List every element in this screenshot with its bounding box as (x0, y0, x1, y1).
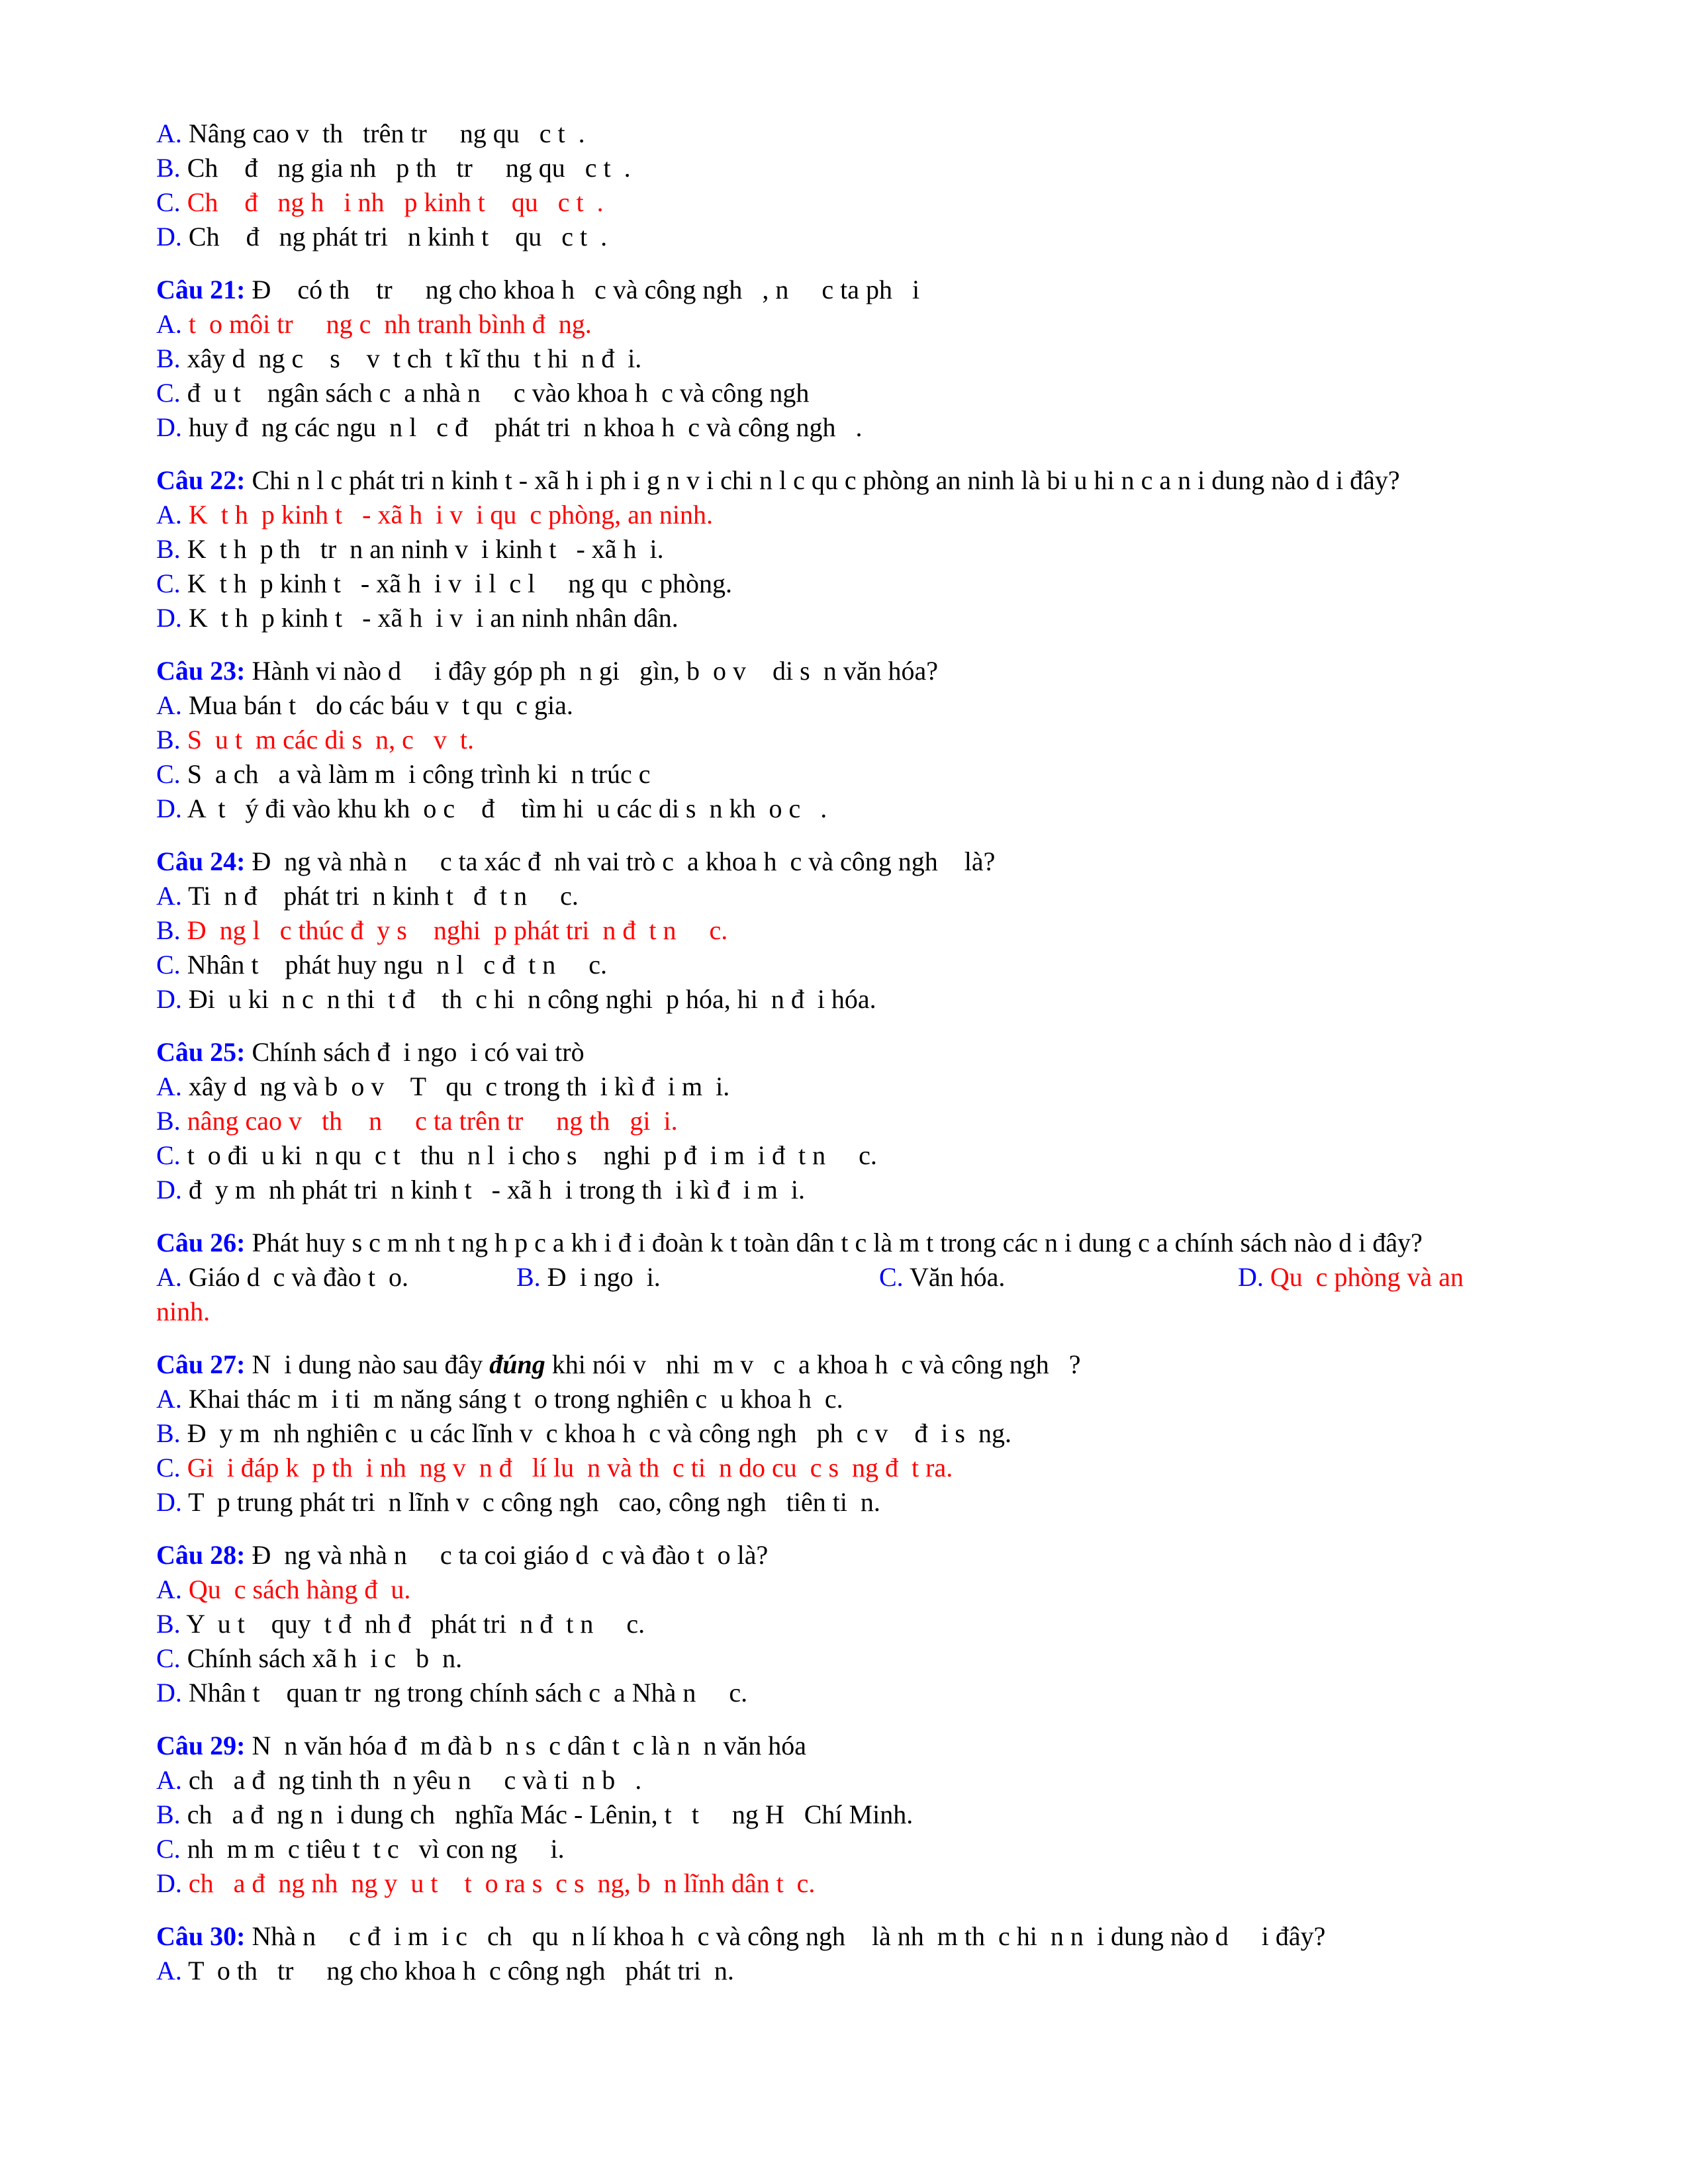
question-label: Câu 28: (156, 1540, 246, 1570)
option-letter: D. (156, 1868, 182, 1898)
option-b-correct (156, 723, 1560, 757)
option-text: ch a đ ng n i dung ch nghĩa Mác - Lênin, t t ng H Chí Minh. (187, 1799, 914, 1829)
question-text: Chính sách đ i ngo i có vai trò (252, 1037, 585, 1067)
option-text: K t h p th tr n an ninh v i kinh t - xã h i. (187, 534, 664, 564)
option-d (156, 601, 1560, 635)
option-letter: D. (156, 1678, 182, 1707)
option-text: Đi u ki n c n thi t đ th c hi n công nghi p hóa, hi n đ i hóa. (188, 984, 876, 1014)
question-23 (156, 654, 1560, 826)
question-28 (156, 1538, 1560, 1710)
option-letter: D. (156, 984, 182, 1014)
option-c (156, 948, 1560, 982)
option-d (156, 410, 1560, 445)
option-text: xây d ng c s v t ch t kĩ thu t hi n đ i. (187, 343, 642, 373)
option-text: A t ý đi vào khu kh o c đ tìm hi u các di s n kh o c . (187, 794, 827, 823)
question-stem (156, 1035, 1560, 1069)
option-text: đ y m nh phát tri n kinh t - xã h i trong th i kì đ i m i. (188, 1175, 805, 1205)
option-c (156, 1641, 1560, 1676)
option-letter: D. (156, 222, 182, 251)
option-text: Đ ng l c thúc đ y s nghi p phát tri n đ t n c. (187, 915, 728, 945)
option-a-correct (156, 307, 1560, 341)
option-text: K t h p kinh t - xã h i v i l c l ng qu c phòng. (187, 569, 732, 598)
option-letter: A. (156, 500, 182, 529)
question-text: Hành vi nào d i đây góp ph n gi gìn, b o v di s n văn hóa? (252, 656, 938, 686)
option-b (156, 1797, 1560, 1832)
option-text: xây d ng và b o v T qu c trong th i kì đ i m i. (188, 1071, 730, 1101)
exam-page (156, 116, 1560, 1988)
option-a-correct (156, 498, 1560, 532)
question-stem (156, 1347, 1560, 1382)
option-text: Khai thác m i ti m năng sáng t o trong nghiên c u khoa h c. (188, 1384, 843, 1414)
question-label: Câu 21: (156, 275, 246, 304)
question-text-after: khi nói v nhi m v c a khoa h c và công ngh ? (545, 1349, 1081, 1379)
option-a (156, 1069, 1560, 1104)
option-text: Ch đ ng gia nh p th tr ng qu c t . (187, 153, 631, 183)
option-text: T p trung phát tri n lĩnh v c công ngh cao, công ngh tiên ti n. (188, 1487, 880, 1517)
option-text: nh m m c tiêu t t c vì con ng i. (187, 1834, 565, 1864)
question-26 (156, 1226, 1560, 1329)
option-letter: D. (156, 603, 182, 633)
option-text: ch a đ ng tinh th n yêu n c và ti n b . (188, 1765, 642, 1795)
question-label: Câu 24: (156, 846, 246, 876)
option-letter: A. (156, 118, 182, 148)
option-c (156, 1138, 1560, 1173)
option-c (156, 567, 1560, 601)
option-a (156, 879, 1560, 913)
option-b-correct (156, 1104, 1560, 1138)
option-d (156, 792, 1560, 826)
option-d-continuation: ninh. (156, 1297, 211, 1326)
option-a (156, 1260, 516, 1295)
question-text: Đ có th tr ng cho khoa h c và công ngh , n c ta ph i (252, 275, 920, 304)
option-letter: D. (156, 412, 182, 442)
option-a (156, 688, 1560, 723)
question-text-before: N i dung nào sau đây (252, 1349, 490, 1379)
option-b (156, 341, 1560, 376)
question-text: Chi n l c phát tri n kinh t - xã h i ph i g n v i chi n l c qu c phòng an ninh là bi u hi n c a n i dung nào d i đây? (252, 465, 1400, 495)
option-c-correct (156, 185, 1560, 220)
option-b (156, 1416, 1560, 1451)
option-letter: C. (879, 1262, 904, 1292)
option-letter: A. (156, 1262, 182, 1292)
option-d (156, 1485, 1560, 1520)
option-letter: A. (156, 1071, 182, 1101)
option-text: Chính sách xã h i c b n. (187, 1643, 463, 1673)
option-letter: B. (156, 1106, 181, 1136)
option-a-correct (156, 1572, 1560, 1607)
option-text: K t h p kinh t - xã h i v i qu c phòng, an ninh. (188, 500, 714, 529)
option-letter: B. (156, 1609, 181, 1639)
option-letter: C. (156, 1834, 181, 1864)
option-text: đ u t ngân sách c a nhà n c vào khoa h c và công ngh (187, 378, 810, 408)
option-text: Văn hóa. (909, 1262, 1006, 1292)
option-letter: B. (516, 1262, 541, 1292)
question-21 (156, 273, 1560, 445)
emphasis-word: đúng (489, 1349, 545, 1379)
question-29 (156, 1729, 1560, 1901)
option-letter: A. (156, 1384, 182, 1414)
option-a (156, 116, 1560, 151)
option-text: Giáo d c và đào t o. (188, 1262, 409, 1292)
question-text: Nhà n c đ i m i c ch qu n lí khoa h c và công ngh là nh m th c hi n n i dung nào d i đây? (252, 1921, 1326, 1951)
option-c (156, 1832, 1560, 1866)
option-b (156, 532, 1560, 567)
option-text: Ch đ ng h i nh p kinh t qu c t . (187, 187, 604, 217)
option-letter: C. (156, 1140, 181, 1170)
option-text: Đ y m nh nghiên c u các lĩnh v c khoa h c và công ngh ph c v đ i s ng. (187, 1418, 1011, 1448)
option-c (879, 1260, 1238, 1295)
question-label: Câu 26: (156, 1228, 246, 1257)
option-letter: A. (156, 309, 182, 339)
option-letter: B. (156, 1418, 181, 1448)
question-label: Câu 25: (156, 1037, 246, 1067)
question-22 (156, 463, 1560, 635)
option-letter: C. (156, 759, 181, 789)
option-letter: C. (156, 569, 181, 598)
option-letter: B. (156, 725, 181, 754)
option-b (516, 1260, 879, 1295)
option-text: nâng cao v th n c ta trên tr ng th gi i. (187, 1106, 678, 1136)
option-d-correct (156, 1866, 1560, 1901)
option-a (156, 1954, 1560, 1988)
question-20-tail (156, 116, 1560, 254)
question-label: Câu 23: (156, 656, 246, 686)
option-letter: C. (156, 1643, 181, 1673)
option-letter: D. (156, 794, 182, 823)
option-text: Đ i ngo i. (547, 1262, 661, 1292)
option-text: Gi i đáp k p th i nh ng v n đ lí lu n và th c ti n do cu c s ng đ t ra. (187, 1453, 953, 1482)
option-text: Nhân t quan tr ng trong chính sách c a Nhà n c. (188, 1678, 748, 1707)
option-letter: A. (156, 1956, 182, 1985)
option-a (156, 1382, 1560, 1416)
question-label: Câu 27: (156, 1349, 246, 1379)
option-letter: A. (156, 881, 182, 911)
option-text: ch a đ ng nh ng y u t t o ra s c s ng, b n lĩnh dân t c. (188, 1868, 816, 1898)
option-letter: C. (156, 1453, 181, 1482)
question-text: Đ ng và nhà n c ta coi giáo d c và đào t o là? (252, 1540, 769, 1570)
option-d (156, 220, 1560, 254)
question-label: Câu 29: (156, 1731, 246, 1760)
option-letter: B. (156, 153, 181, 183)
option-c-correct (156, 1451, 1560, 1485)
question-text: Phát huy s c m nh t ng h p c a kh i đ i đoàn k t toàn dân t c là m t trong các n i dung c a chính sách nào d i đây? (252, 1228, 1423, 1257)
option-text: Y u t quy t đ nh đ phát tri n đ t n c. (186, 1609, 645, 1639)
option-letter: B. (156, 534, 181, 564)
option-b (156, 151, 1560, 185)
question-label: Câu 30: (156, 1921, 246, 1951)
question-stem (156, 1538, 1560, 1572)
option-text: S u t m các di s n, c v t. (187, 725, 474, 754)
option-text: t o môi tr ng c nh tranh bình đ ng. (188, 309, 592, 339)
question-text: N n văn hóa đ m đà b n s c dân t c là n n văn hóa (252, 1731, 807, 1760)
option-text: K t h p kinh t - xã h i v i an ninh nhân dân. (188, 603, 679, 633)
option-text: T o th tr ng cho khoa h c công ngh phát tri n. (188, 1956, 734, 1985)
question-label: Câu 22: (156, 465, 246, 495)
option-letter: B. (156, 343, 181, 373)
option-text: Ch đ ng phát tri n kinh t qu c t . (188, 222, 608, 251)
option-text: Ti n đ phát tri n kinh t đ t n c. (188, 881, 579, 911)
option-letter: A. (156, 1765, 182, 1795)
option-letter: D. (156, 1487, 182, 1517)
question-stem (156, 1729, 1560, 1763)
option-d (156, 1173, 1560, 1207)
question-24 (156, 844, 1560, 1017)
option-text: huy đ ng các ngu n l c đ phát tri n khoa h c và công ngh . (188, 412, 863, 442)
question-stem (156, 1919, 1560, 1954)
question-27 (156, 1347, 1560, 1520)
option-letter: D. (1238, 1262, 1264, 1292)
option-text: Qu c sách hàng đ u. (188, 1574, 411, 1604)
question-stem (156, 844, 1560, 879)
option-letter: C. (156, 187, 181, 217)
question-30 (156, 1919, 1560, 1988)
option-a (156, 1763, 1560, 1797)
option-text: S a ch a và làm m i công trình ki n trúc c (187, 759, 651, 789)
option-d (156, 982, 1560, 1017)
option-letter: C. (156, 950, 181, 979)
option-text: Qu c phòng và an (1270, 1262, 1464, 1292)
option-text: Nhân t phát huy ngu n l c đ t n c. (187, 950, 608, 979)
question-stem (156, 463, 1560, 498)
option-text: t o đi u ki n qu c t thu n l i cho s nghi p đ i m i đ t n c. (187, 1140, 877, 1170)
option-b (156, 1607, 1560, 1641)
option-d (156, 1676, 1560, 1710)
option-b-correct (156, 913, 1560, 948)
option-letter: C. (156, 378, 181, 408)
option-c (156, 376, 1560, 410)
option-letter: B. (156, 915, 181, 945)
option-letter: A. (156, 690, 182, 720)
inline-options (156, 1260, 1560, 1295)
option-letter: B. (156, 1799, 181, 1829)
option-c (156, 757, 1560, 792)
option-d-correct (1238, 1260, 1560, 1295)
question-stem (156, 273, 1560, 307)
question-stem (156, 1226, 1560, 1260)
option-letter: A. (156, 1574, 182, 1604)
option-text: Mua bán t do các báu v t qu c gia. (188, 690, 573, 720)
option-letter: D. (156, 1175, 182, 1205)
question-text: Đ ng và nhà n c ta xác đ nh vai trò c a khoa h c và công ngh là? (252, 846, 996, 876)
option-text: Nâng cao v th trên tr ng qu c t . (188, 118, 585, 148)
question-25 (156, 1035, 1560, 1207)
question-stem (156, 654, 1560, 688)
